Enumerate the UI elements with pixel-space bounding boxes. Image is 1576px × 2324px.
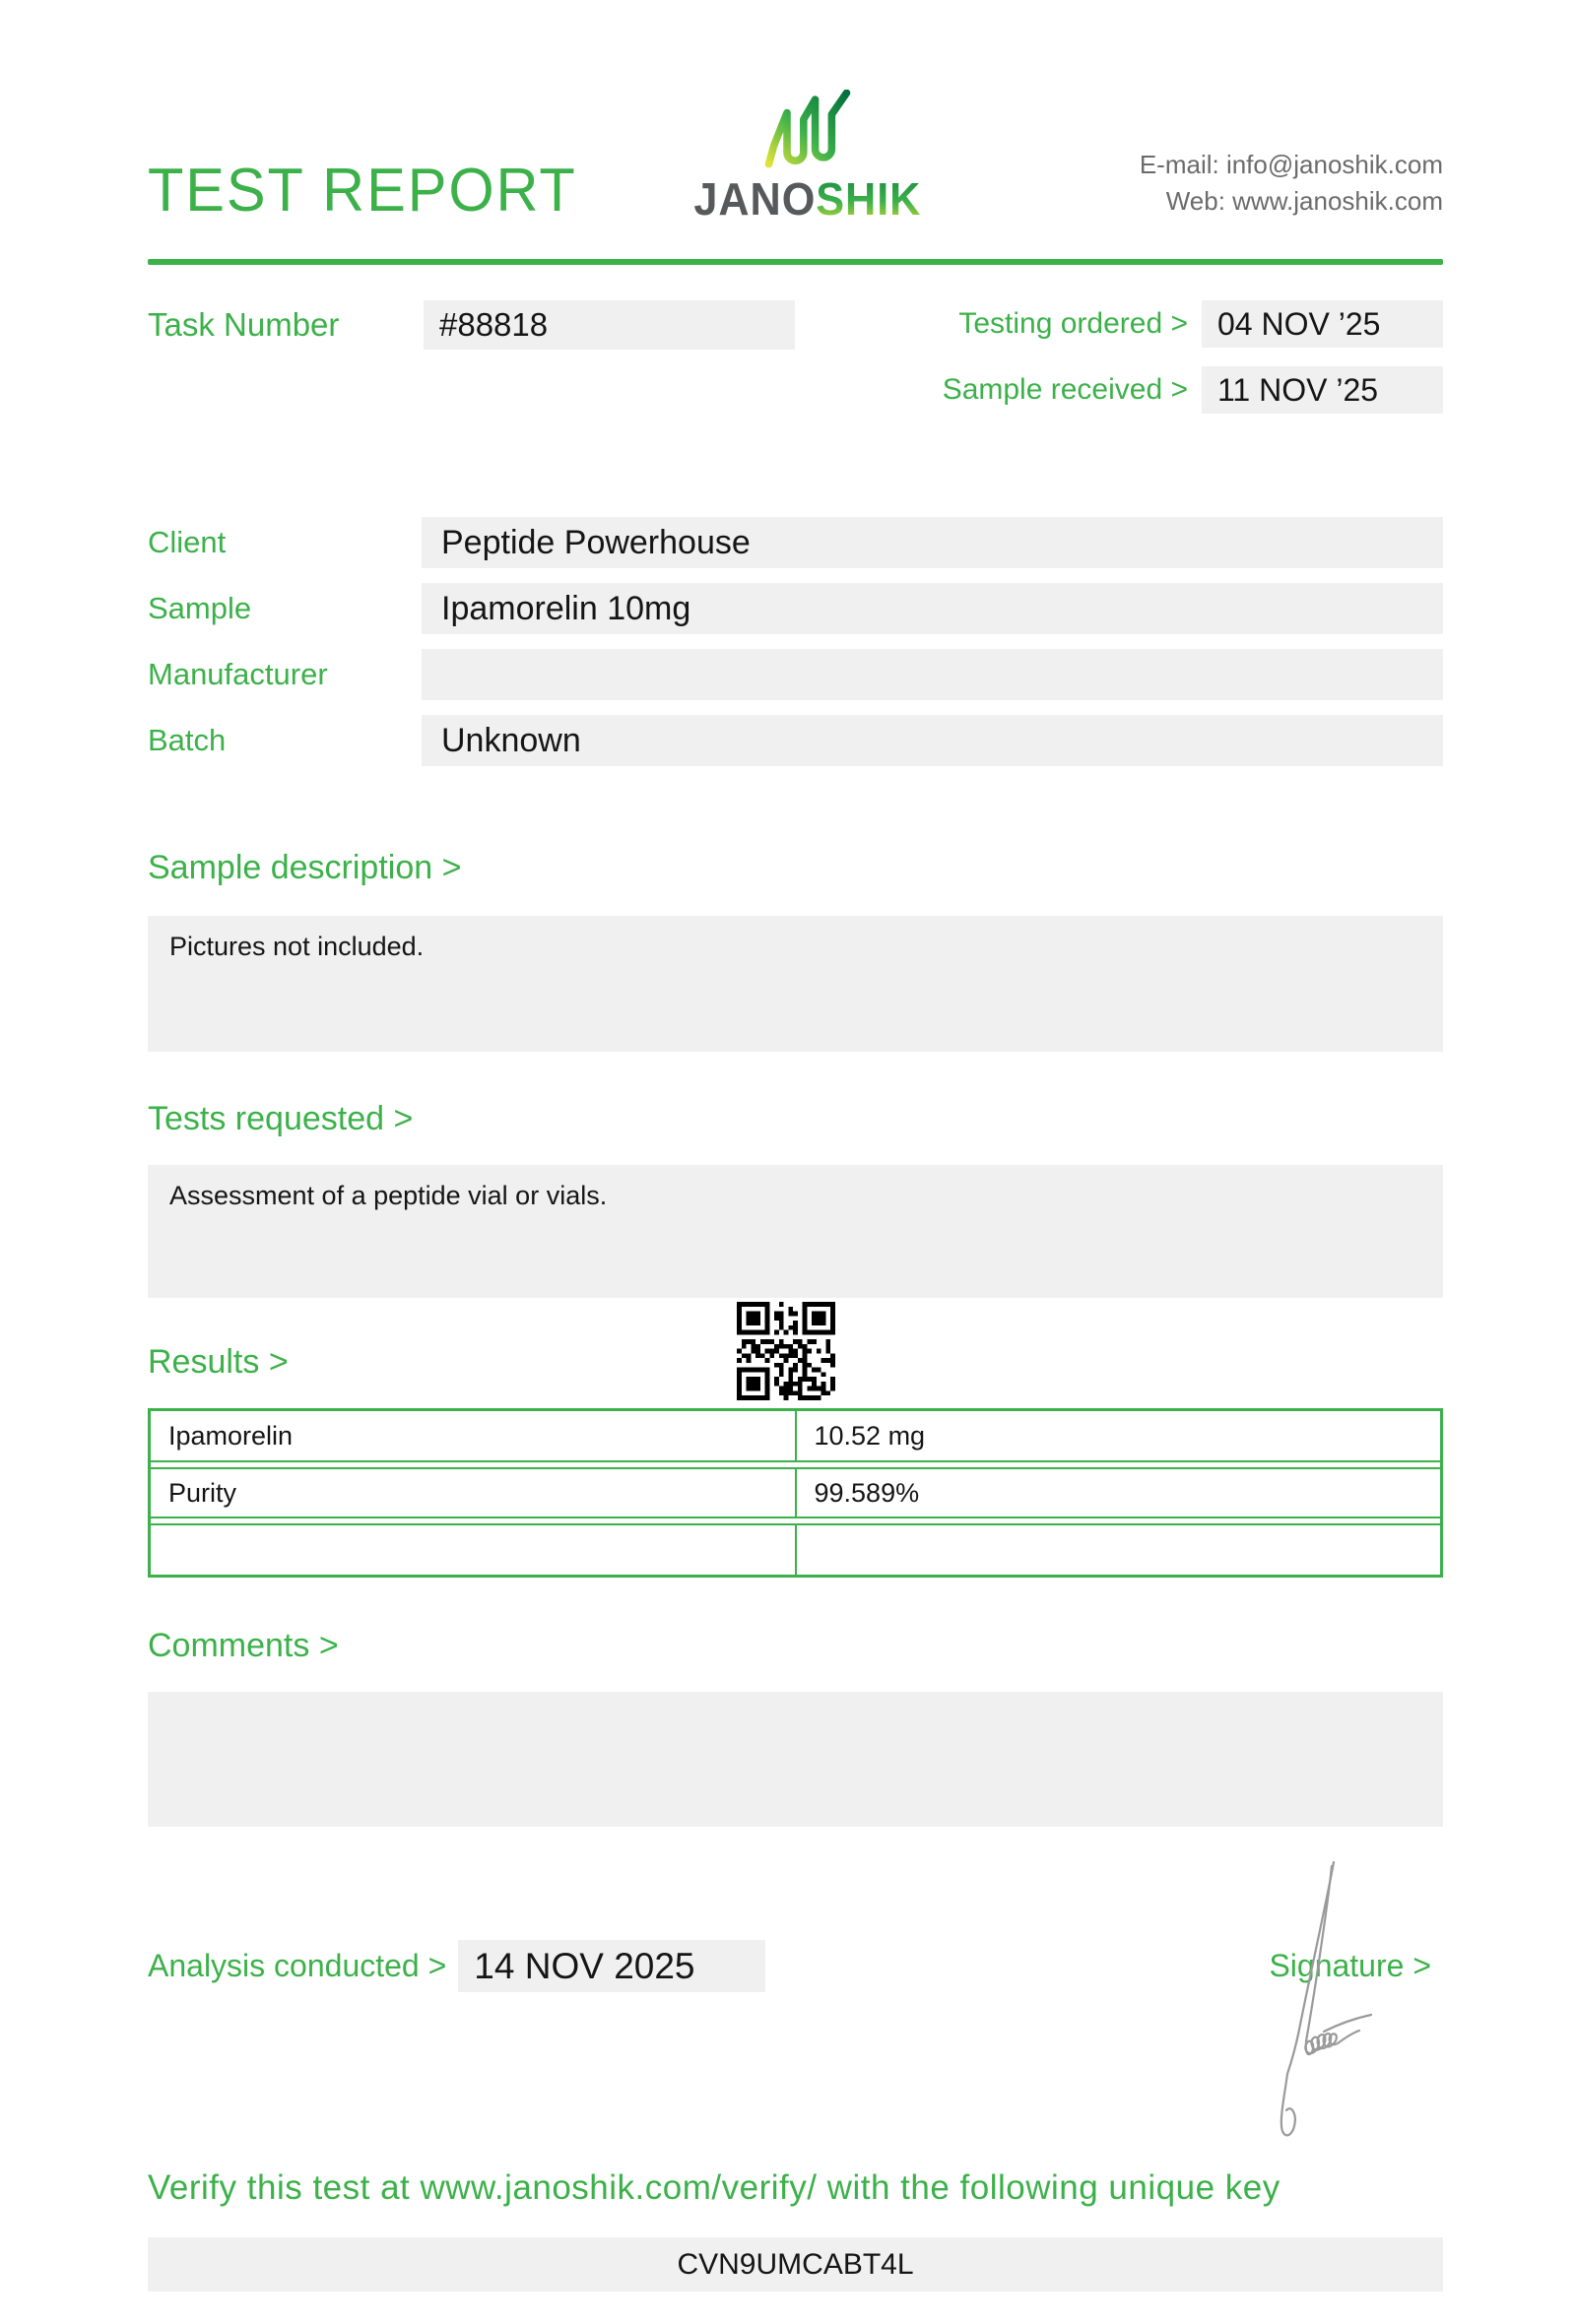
signature-scribble: [1269, 1848, 1431, 2144]
analysis-conducted-label: Analysis conducted >: [148, 1948, 447, 1983]
table-row: [151, 1523, 1440, 1575]
contact-web: Web: www.janoshik.com: [1165, 186, 1443, 216]
header-divider: [148, 259, 1443, 265]
testing-ordered-label: Testing ordered >: [958, 307, 1188, 340]
results-heading: Results >: [148, 1343, 289, 1381]
testing-ordered-row: [943, 300, 1443, 348]
manufacturer-row: [148, 649, 1443, 700]
sample-description-box: Pictures not included.: [148, 916, 1443, 1052]
manufacturer-value: [422, 649, 1443, 700]
task-number-row: [148, 300, 795, 350]
logo-text-jano: JANO: [693, 173, 817, 225]
trend-chart-icon: [760, 90, 855, 172]
test-report-page: [148, 0, 1443, 2292]
table-row: [151, 1411, 1440, 1462]
result-analyte: Ipamorelin: [151, 1411, 797, 1460]
client-value: Peptide Powerhouse: [422, 517, 1443, 568]
logo-wordmark: [693, 173, 922, 225]
page-title: TEST REPORT: [148, 157, 577, 225]
report-header: [148, 84, 1443, 225]
testing-ordered-value: 04 NOV ’25: [1202, 300, 1443, 348]
result-value: 10.52 mg: [814, 1420, 926, 1451]
contact-info: [1140, 147, 1443, 222]
sample-info-section: [148, 517, 1443, 766]
verify-key: CVN9UMCABT4L: [148, 2237, 1443, 2292]
client-row: [148, 517, 1443, 568]
sample-value: Ipamorelin 10mg: [422, 583, 1443, 634]
sample-label: Sample: [148, 591, 252, 625]
analysis-conducted-value: 14 NOV 2025: [458, 1940, 765, 1992]
sample-received-label: Sample received >: [942, 373, 1188, 406]
logo-text-shik: SHIK: [816, 173, 922, 225]
sample-row: [148, 583, 1443, 634]
sample-received-row: [943, 366, 1443, 414]
verify-instruction: Verify this test at www.janoshik.com/verify/ with the following unique key: [148, 2168, 1280, 2207]
batch-value: Unknown: [422, 715, 1443, 766]
batch-label: Batch: [148, 723, 227, 757]
manufacturer-label: Manufacturer: [148, 657, 328, 691]
task-number-value: #88818: [424, 300, 795, 350]
result-value: 99.589%: [814, 1477, 920, 1508]
result-analyte: [151, 1525, 797, 1575]
janoshik-logo: [687, 90, 929, 225]
tests-requested-box: Assessment of a peptide vial or vials.: [148, 1165, 1443, 1298]
sample-received-value: 11 NOV ’25: [1202, 366, 1443, 414]
signature-label: Signature >: [1269, 1948, 1431, 1983]
comments-box: [148, 1692, 1443, 1827]
result-analyte: Purity: [151, 1469, 797, 1517]
results-section: [148, 1341, 1443, 1578]
dates-column: [943, 300, 1443, 414]
batch-row: [148, 715, 1443, 766]
result-value: [797, 1525, 1441, 1575]
tests-requested-heading: Tests requested >: [148, 1100, 414, 1137]
qr-code: [737, 1302, 835, 1400]
client-label: Client: [148, 525, 227, 559]
meta-section: [148, 300, 1443, 414]
comments-heading: Comments >: [148, 1627, 339, 1664]
table-row: [151, 1467, 1440, 1518]
results-table: [148, 1408, 1443, 1578]
footer-row: [148, 1940, 1443, 1992]
sample-description-heading: Sample description >: [148, 849, 462, 886]
task-number-label: Task Number: [148, 306, 340, 343]
contact-email: E-mail: info@janoshik.com: [1139, 150, 1443, 179]
